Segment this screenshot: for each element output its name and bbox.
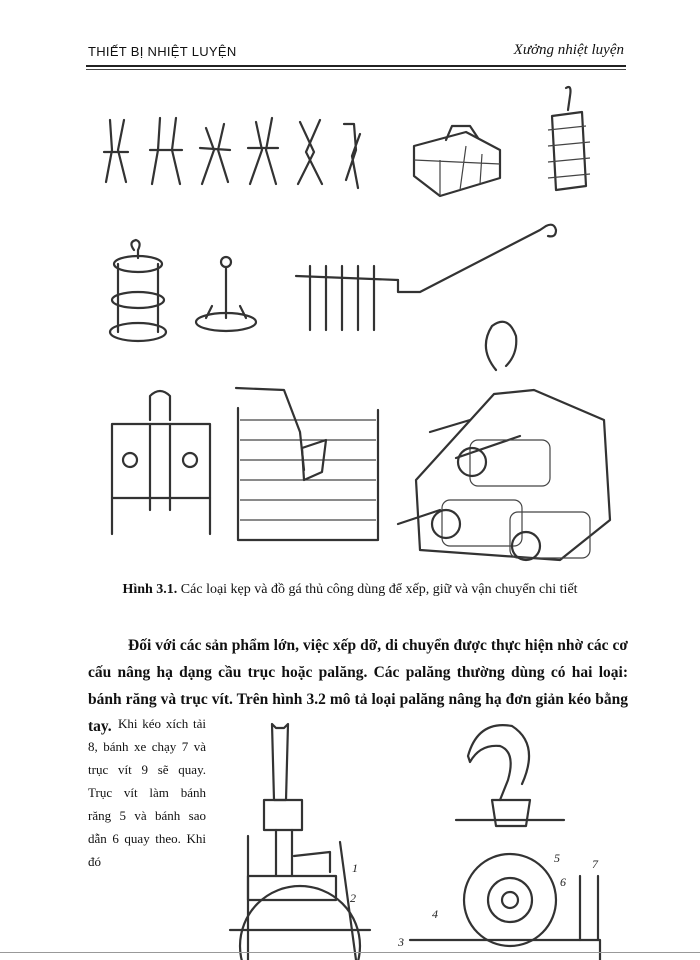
label-7: 7 (592, 857, 598, 871)
label-1: 1 (352, 861, 358, 875)
body-paragraph: Đối với các sản phẩm lớn, việc xếp dỡ, di chuyển được thực hiện nhờ các cơ cấu nâng hạ dạng cầu trục hoặc palăng. Các palăng thường dùng có hai loại: bánh răng và trục vít. Trên hình 3.2 mô tả loại palăng nâng hạ đơn giản kéo bằng tay. (88, 637, 628, 735)
header-right-title: Xưởng nhiệt luyện (513, 42, 624, 58)
hoist-right-view (410, 725, 600, 960)
label-3: 3 (398, 935, 404, 949)
label-2: 2 (350, 891, 356, 905)
label-4: 4 (432, 907, 438, 921)
caption-label: Hình 3.1. (122, 582, 178, 597)
side-text-content: Khi kéo xích tải 8, bánh xe chạy 7 và trục vít 9 sẽ quay. Trục vít làm bánh răng 5 và bánh sao dẫn 6 quay theo. Khi đó (88, 716, 206, 869)
hoist-left-view (230, 724, 370, 960)
page-bottom-rule (0, 952, 700, 953)
label-5: 5 (554, 851, 560, 865)
label-6: 6 (560, 875, 566, 889)
caption-text: Các loại kẹp và đồ gá thủ công dùng để xếp, giữ và vận chuyển chi tiết (177, 582, 578, 597)
header-left-title: THIẾT BỊ NHIỆT LUYỆN (88, 44, 237, 59)
